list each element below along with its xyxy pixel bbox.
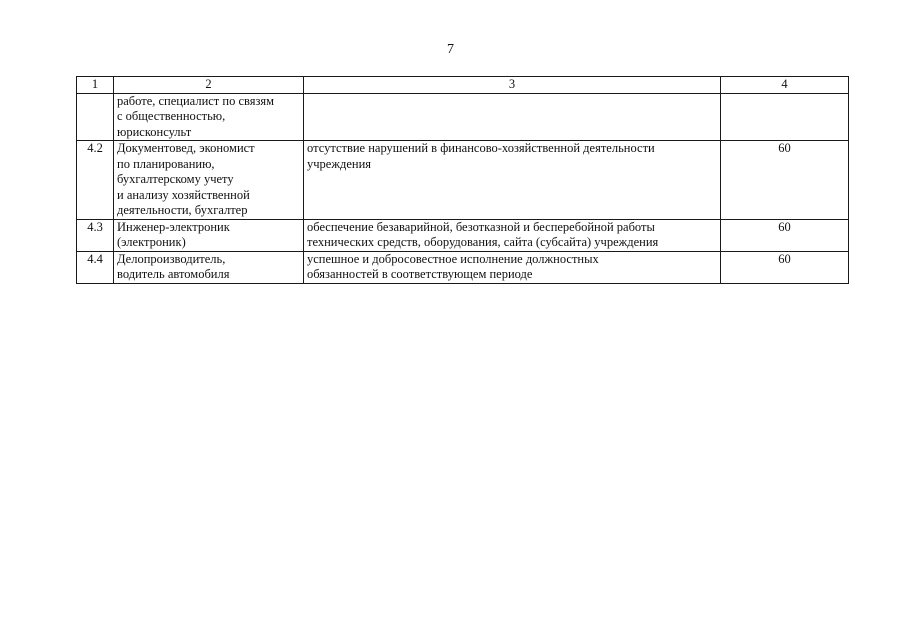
value-cell: 60 [721,141,849,220]
table-row [77,93,849,141]
position-cell: Инженер-электроник (электроник) [114,219,304,251]
value-cell [721,93,849,141]
table-row [77,141,849,220]
position-cell: работе, специалист по связям с общественностью, юрисконсульт [114,93,304,141]
position-cell: Документовед, экономист по планированию, бухгалтерскому учету и анализу хозяйственной деятельности, бухгалтер [114,141,304,220]
criteria-table [76,76,849,284]
value-cell: 60 [721,219,849,251]
criterion-cell: успешное и добросовестное исполнение должностных обязанностей в соответствующем периоде [304,251,721,283]
row-number [77,93,114,141]
table-header-row [77,77,849,94]
column-header: 2 [114,77,304,94]
criterion-cell: отсутствие нарушений в финансово-хозяйственной деятельности учреждения [304,141,721,220]
table-row [77,219,849,251]
row-number: 4.3 [77,219,114,251]
criterion-cell: обеспечение безаварийной, безотказной и бесперебойной работы технических средств, оборудования, сайта (субсайта) учреждения [304,219,721,251]
column-header: 4 [721,77,849,94]
page-number: 7 [447,42,454,57]
table-row [77,251,849,283]
criterion-cell [304,93,721,141]
value-cell: 60 [721,251,849,283]
row-number: 4.2 [77,141,114,220]
column-header: 1 [77,77,114,94]
column-header: 3 [304,77,721,94]
position-cell: Делопроизводитель, водитель автомобиля [114,251,304,283]
row-number: 4.4 [77,251,114,283]
